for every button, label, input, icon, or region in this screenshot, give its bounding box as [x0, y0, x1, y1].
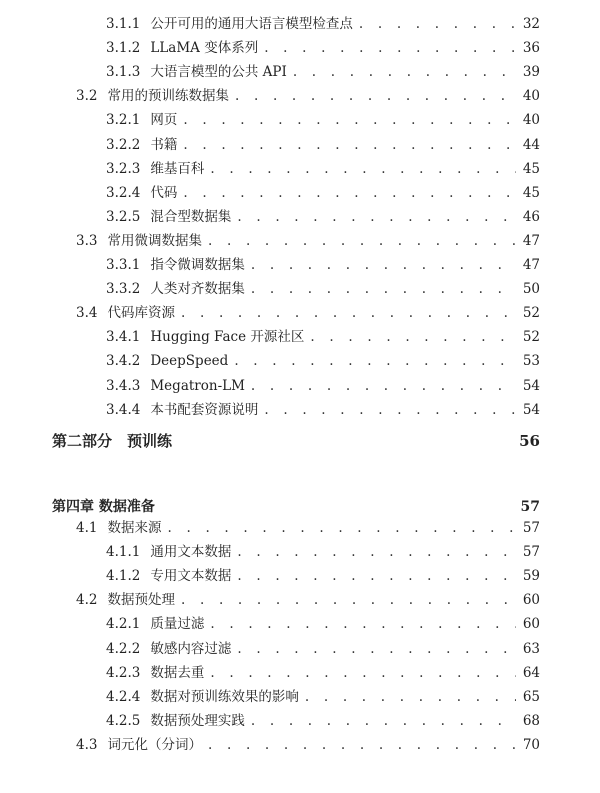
toc-entry-page: 57: [522, 544, 540, 561]
toc-entry-page: 70: [522, 736, 540, 753]
toc-entry-page: 68: [522, 712, 540, 729]
toc-entry-page: 40: [522, 88, 540, 105]
dot-leader: [251, 255, 516, 275]
toc-entry[interactable]: [76, 303, 540, 323]
dot-leader: [305, 687, 516, 707]
toc-entry-page: 52: [522, 305, 540, 322]
dot-leader: [181, 590, 516, 610]
dot-leader: [208, 735, 516, 755]
part-title: 第二部分 预训练: [52, 432, 173, 450]
toc-entry[interactable]: [106, 687, 540, 707]
toc-entry[interactable]: [106, 38, 540, 58]
toc-entry-page: 57: [522, 520, 540, 536]
dot-leader: [235, 86, 516, 106]
toc-entry-page: 47: [522, 232, 540, 249]
toc-entry[interactable]: [106, 663, 540, 683]
toc-entry[interactable]: [106, 255, 540, 275]
part-heading[interactable]: [52, 430, 540, 451]
toc-entry-title: 数据来源: [107, 520, 162, 536]
toc-entry-number: 3.2.5: [106, 208, 141, 225]
toc-entry-title: 词元化（分词）: [107, 736, 202, 753]
toc-entry[interactable]: [106, 135, 540, 155]
toc-entry-number: 4.2.4: [106, 688, 141, 705]
toc-entry-number: 3.4.1: [106, 329, 141, 346]
chapter-title: 第四章 数据准备: [52, 499, 155, 515]
toc-entry-page: 45: [522, 184, 540, 201]
toc-entry-number: 3.1.2: [106, 40, 141, 57]
dot-leader: [293, 62, 516, 82]
toc-entry[interactable]: [106, 183, 540, 203]
dot-leader: [359, 14, 516, 34]
dot-leader: [181, 303, 516, 323]
toc-entry-title: DeepSpeed: [150, 353, 229, 370]
toc-entry-title: 数据预处理实践: [150, 712, 245, 729]
toc-entry-title: LLaMA 变体系列: [150, 40, 259, 57]
toc-entry[interactable]: [106, 639, 540, 659]
dot-leader: [210, 663, 516, 683]
toc-entry-number: 4.1.2: [106, 568, 141, 585]
toc-entry-title: 常用的预训练数据集: [107, 88, 229, 105]
toc-entry-number: 4.3: [76, 736, 98, 753]
dot-leader: [251, 279, 516, 299]
toc-entry[interactable]: [106, 62, 540, 82]
dot-leader: [237, 566, 516, 586]
toc-entry-number: 3.3.1: [106, 257, 141, 273]
toc-entry[interactable]: [106, 159, 540, 179]
toc-entry-title: 网页: [150, 112, 178, 129]
toc-entry[interactable]: [106, 711, 540, 731]
toc-entry[interactable]: [76, 231, 540, 251]
toc-entry[interactable]: [106, 279, 540, 299]
toc-entry-page: 53: [522, 353, 540, 370]
toc-entry-title: 数据去重: [150, 664, 205, 681]
toc-entry-title: 数据对预训练效果的影响: [150, 688, 299, 705]
toc-entry-number: 3.2.4: [106, 184, 141, 201]
toc-entry-page: 32: [522, 16, 540, 32]
dot-leader: [183, 135, 516, 155]
dot-leader: [237, 542, 516, 562]
toc-entry-title: Megatron-LM: [150, 377, 245, 394]
toc-entry[interactable]: [106, 376, 540, 396]
toc-entry-page: 50: [522, 281, 540, 298]
toc-entry[interactable]: [76, 590, 540, 610]
toc-entry[interactable]: [106, 542, 540, 562]
toc-entry-title: 公开可用的通用大语言模型检查点: [150, 16, 353, 32]
toc-entry-number: 3.3.2: [106, 281, 141, 298]
toc-entry-number: 4.2.1: [106, 616, 141, 633]
toc-entry-number: 3.2.1: [106, 112, 141, 129]
toc-entry-number: 3.2.3: [106, 160, 141, 177]
toc-entry[interactable]: [106, 14, 540, 34]
toc-entry-page: 64: [522, 664, 540, 681]
toc-entry[interactable]: [106, 351, 540, 371]
toc-entry-number: 4.2.2: [106, 640, 141, 657]
chapter-page-number: 57: [520, 499, 540, 515]
toc-entry[interactable]: [76, 735, 540, 755]
toc-entry-title: 大语言模型的公共 API: [150, 64, 287, 81]
toc-entry-number: 3.3: [76, 232, 98, 249]
toc-entry-number: 4.1.1: [106, 544, 141, 561]
toc-entry-page: 45: [522, 160, 540, 177]
toc-entry[interactable]: [106, 614, 540, 634]
toc-entry-page: 54: [522, 377, 540, 394]
toc-entry[interactable]: [106, 400, 540, 420]
toc-entry[interactable]: [76, 86, 540, 106]
toc-entry[interactable]: [106, 110, 540, 130]
toc-entry-page: 36: [522, 40, 540, 57]
toc-entry-title: 数据预处理: [107, 592, 175, 609]
toc-entry-title: Hugging Face 开源社区: [150, 329, 305, 346]
toc-entry-title: 代码库资源: [107, 305, 175, 322]
toc-entry-title: 书籍: [150, 136, 178, 153]
toc-entry-page: 44: [522, 136, 540, 153]
toc-entry-title: 混合型数据集: [150, 208, 232, 225]
dot-leader: [167, 518, 516, 538]
toc-entry-title: 通用文本数据: [150, 544, 232, 561]
toc-entry[interactable]: [106, 566, 540, 586]
toc-entry[interactable]: [106, 207, 540, 227]
toc-entry-number: 3.2.2: [106, 136, 141, 153]
toc-entry[interactable]: [106, 327, 540, 347]
toc-entry-page: 59: [522, 568, 540, 585]
toc-entry-title: 维基百科: [150, 160, 205, 177]
dot-leader: [234, 351, 516, 371]
dot-leader: [210, 159, 516, 179]
toc-entry-title: 质量过滤: [150, 616, 205, 633]
toc-entry-title: 专用文本数据: [150, 568, 232, 585]
chapter-heading[interactable]: [52, 496, 540, 516]
toc-entry-number: 3.2: [76, 88, 98, 105]
dot-leader: [208, 231, 516, 251]
dot-leader: [251, 376, 516, 396]
toc-entry-number: 3.1.3: [106, 64, 141, 81]
dot-leader: [251, 711, 516, 731]
toc-entry-page: 65: [522, 688, 540, 705]
toc-entry-number: 4.2: [76, 592, 98, 609]
toc-entry-number: 3.1.1: [106, 16, 141, 32]
toc-entry-page: 60: [522, 592, 540, 609]
toc-entry-title: 指令微调数据集: [150, 257, 245, 273]
toc-entry-page: 46: [522, 208, 540, 225]
dot-leader: [183, 183, 516, 203]
dot-leader: [264, 400, 516, 420]
toc-entry-number: 3.4.4: [106, 401, 141, 418]
dot-leader: [310, 327, 516, 347]
toc-entry-page: 60: [522, 616, 540, 633]
part-page-number: 56: [519, 432, 540, 450]
toc-entry-number: 3.4: [76, 305, 98, 322]
toc-entry-title: 代码: [150, 184, 178, 201]
toc-entry-number: 3.4.3: [106, 377, 141, 394]
toc-entry-page: 47: [522, 257, 540, 273]
toc-entry-title: 人类对齐数据集: [150, 281, 245, 298]
toc-entry-title: 本书配套资源说明: [150, 401, 259, 418]
toc-entry-page: 39: [522, 64, 540, 81]
toc-entry[interactable]: [76, 518, 540, 538]
dot-leader: [237, 207, 516, 227]
dot-leader: [210, 614, 516, 634]
dot-leader: [264, 38, 516, 58]
toc-entry-number: 4.1: [76, 520, 98, 536]
toc-entry-page: 63: [522, 640, 540, 657]
toc-entry-page: 54: [522, 401, 540, 418]
dot-leader: [237, 639, 516, 659]
toc-entry-title: 敏感内容过滤: [150, 640, 232, 657]
toc-entry-number: 3.4.2: [106, 353, 141, 370]
toc-entry-page: 40: [522, 112, 540, 129]
dot-leader: [183, 110, 516, 130]
toc-entry-title: 常用微调数据集: [107, 232, 202, 249]
toc-entry-number: 4.2.5: [106, 712, 141, 729]
toc-entry-number: 4.2.3: [106, 664, 141, 681]
toc-entry-page: 52: [522, 329, 540, 346]
